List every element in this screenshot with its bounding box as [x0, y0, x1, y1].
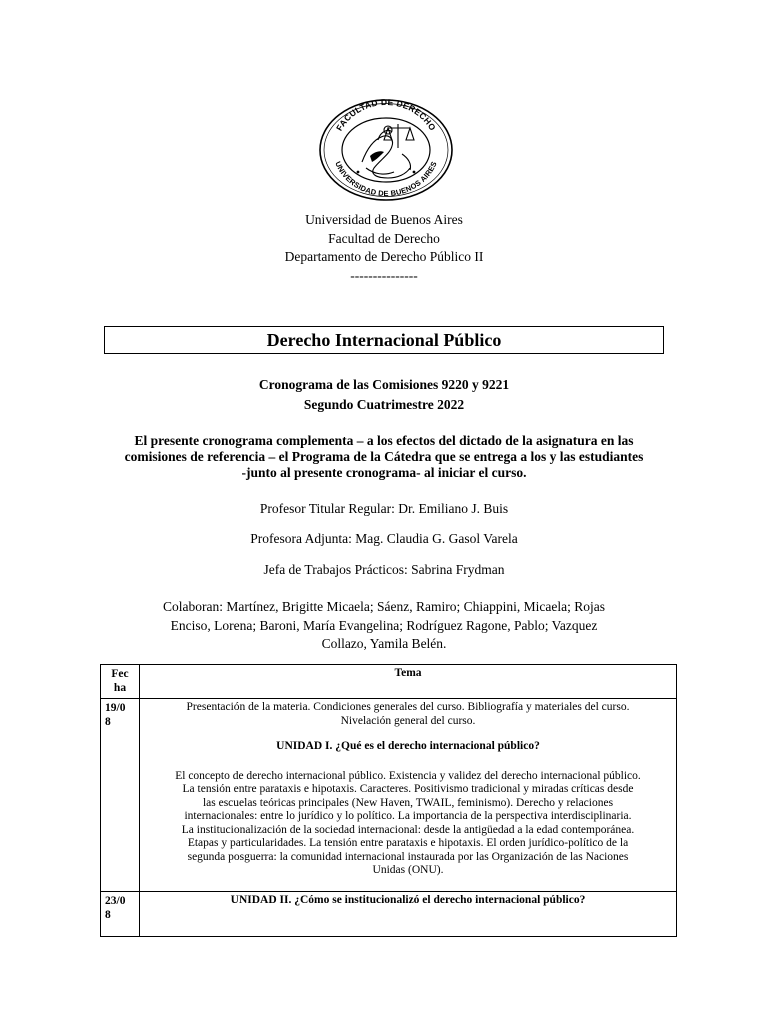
semester-line: Segundo Cuatrimestre 2022 [303, 397, 465, 412]
date-header-part: ha [113, 682, 127, 694]
row-date-part: 19/0 [105, 702, 126, 714]
row-date [101, 699, 140, 892]
svg-text:FACULTAD DE DERECHO [334, 98, 438, 133]
collaborators [128, 598, 640, 654]
course-title: Derecho Internacional Público [104, 326, 664, 354]
row-date [101, 892, 140, 937]
institution-header [0, 211, 768, 285]
unit-content-line: Etapas y particularidades. La tensión entre parataxis e hipotaxis. El orden jurídico-político de la [187, 837, 629, 849]
university-seal-emblem [318, 98, 454, 202]
jefa-trabajos-practicos: Jefa de Trabajos Prácticos: Sabrina Frydman [263, 562, 505, 577]
intro-line: comisiones de referencia – el Programa de la Cátedra que se entrega a los y las estudiantes [124, 449, 644, 464]
unit-content-line: internacionales: entre lo jurídico y lo político. La importancia de la perspectiva interdisciplinaria. [184, 810, 632, 822]
row-date-part: 8 [105, 909, 111, 921]
unit-content-line: La institucionalización de la sociedad internacional: desde la antigüedad a la edad contemporánea. [181, 823, 635, 836]
seal-bottom-text: UNIVERSIDAD DE BUENOS AIRES [333, 159, 439, 199]
faculty-name: Facultad de Derecho [328, 230, 440, 246]
topic-column-header: Tema [140, 665, 677, 699]
unit-content-line: las escuelas teóricas principales (New Haven, TWAIL, feminismo). Derecho y relaciones [202, 796, 614, 809]
professor-adjunta: Profesora Adjunta: Mag. Claudia G. Gasol Varela [250, 531, 518, 546]
unit-heading: UNIDAD I. ¿Qué es el derecho internacional público? [276, 740, 540, 752]
department-name: Departamento de Derecho Público II [284, 249, 484, 264]
schedule-table [100, 664, 677, 937]
commissions-line: Cronograma de las Comisiones 9220 y 9221 [258, 377, 510, 392]
schedule-subtitle [0, 375, 768, 415]
row-intro: Presentación de la materia. Condiciones generales del curso. Bibliografía y materiales del curso. [186, 701, 630, 713]
collaborators-line: Colaboran: Martínez, Brigitte Micaela; Sáenz, Ramiro; Chiappini, Micaela; Rojas [162, 599, 605, 614]
seal-top-text: FACULTAD DE DERECHO [334, 98, 438, 133]
date-column-header [101, 665, 140, 699]
header-separator: --------------- [350, 267, 418, 283]
table-row [101, 892, 677, 937]
unit-content-line: El concepto de derecho internacional público. Existencia y validez del derecho internacional público. [175, 769, 641, 782]
intro-line: El presente cronograma complementa – a los efectos del dictado de la asignatura en las [134, 433, 634, 448]
unit-content-line: segunda posguerra: la comunidad internacional instaurada por las Organización de las Naciones [187, 850, 629, 863]
unit-content-line: Unidas (ONU). [372, 864, 444, 876]
row-intro: Nivelación general del curso. [340, 714, 476, 727]
collaborators-line: Collazo, Yamila Belén. [321, 636, 447, 651]
unit-heading: UNIDAD II. ¿Cómo se institucionalizó el derecho internacional público? [230, 894, 586, 906]
row-date-part: 8 [105, 716, 111, 728]
unit-content-line: La tensión entre parataxis e hipotaxis. Caracteres. Positivismo tradicional y miradas críticas desde [182, 783, 634, 795]
row-topic [140, 892, 677, 937]
row-date-part: 23/0 [105, 895, 126, 907]
collaborators-line: Enciso, Lorena; Baroni, María Evangelina; Rodríguez Ragone, Pablo; Vazquez [170, 617, 598, 633]
intro-paragraph [108, 433, 660, 481]
table-row [101, 699, 677, 892]
row-topic [140, 699, 677, 892]
university-name: Universidad de Buenos Aires [305, 212, 463, 227]
table-header-row [101, 665, 677, 699]
date-header-part: Fec [111, 668, 129, 680]
professor-titular: Profesor Titular Regular: Dr. Emiliano J. Buis [259, 501, 509, 516]
intro-line: -junto al presente cronograma- al iniciar el curso. [241, 465, 527, 480]
